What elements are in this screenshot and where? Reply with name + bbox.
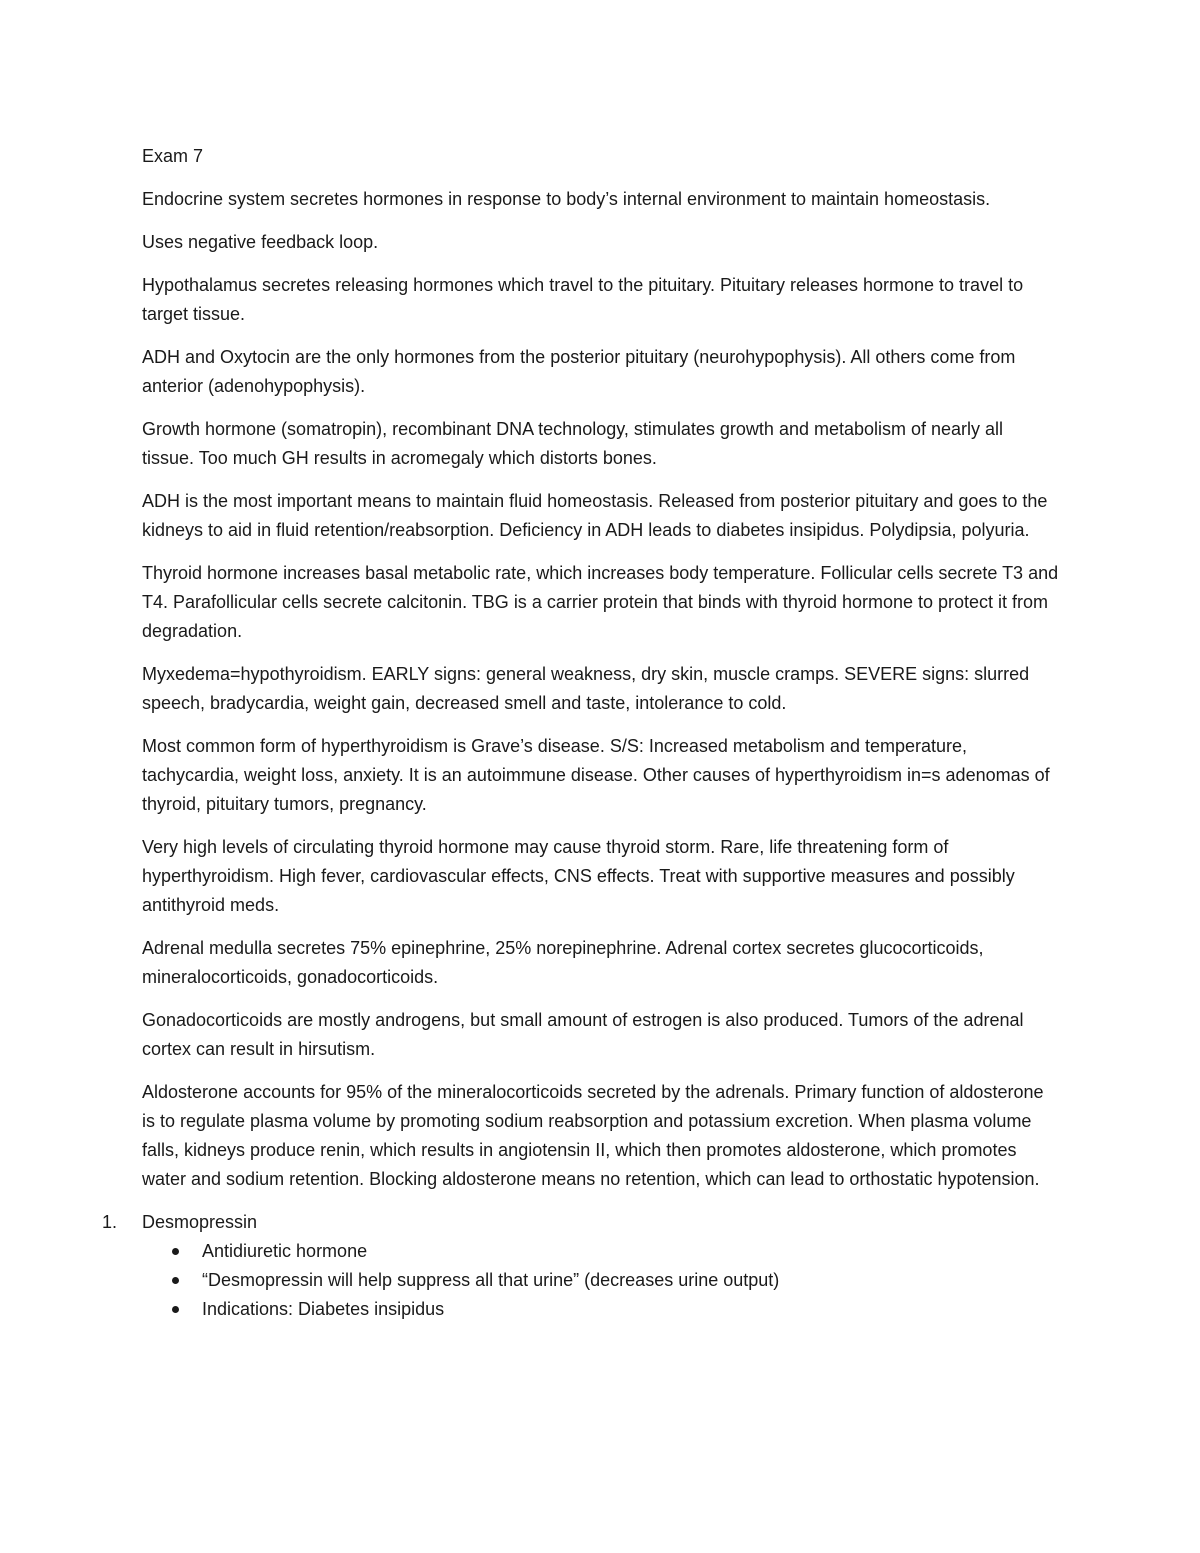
numbered-item-label: Desmopressin [142, 1212, 258, 1232]
paragraph: Adrenal medulla secretes 75% epinephrine, 25% norepinephrine. Adrenal cortex secretes glucocorticoids, mineralocorticoids, gonadocorticoids. [142, 938, 984, 987]
paragraph: Endocrine system secretes hormones in response to body’s internal environment to maintain homeostasis. [142, 189, 991, 209]
paragraph: Uses negative feedback loop. [142, 232, 379, 252]
bullet-icon [172, 1277, 179, 1284]
bullet-item [202, 1295, 1060, 1324]
bullet-icon [172, 1306, 179, 1313]
bullet-text: Antidiuretic hormone [202, 1241, 368, 1261]
paragraph: ADH and Oxytocin are the only hormones from the posterior pituitary (neurohypophysis). All others come from anterior (adenohypophysis). [142, 347, 1016, 396]
bullet-item [202, 1237, 1060, 1266]
document-title: Exam 7 [142, 146, 204, 166]
numbered-list-item [102, 1208, 1060, 1324]
paragraph: Thyroid hormone increases basal metabolic rate, which increases body temperature. Follicular cells secrete T3 and T4. Parafollicular cells secrete calcitonin. TBG is a carrier protein that binds with thyroid hormone to protect it from degradation. [142, 563, 1059, 641]
paragraph: ADH is the most important means to maintain fluid homeostasis. Released from posterior pituitary and goes to the kidneys to aid in fluid retention/reabsorption. Deficiency in ADH leads to diabetes insipidus. Polydipsia, polyuria. [142, 491, 1048, 540]
bullet-text: “Desmopressin will help suppress all that urine” (decreases urine output) [202, 1270, 780, 1290]
list-number: 1. [102, 1212, 118, 1232]
paragraph: Gonadocorticoids are mostly androgens, but small amount of estrogen is also produced. Tumors of the adrenal cortex can result in hirsutism. [142, 1010, 1024, 1059]
paragraph: Myxedema=hypothyroidism. EARLY signs: general weakness, dry skin, muscle cramps. SEVERE signs: slurred speech, bradycardia, weight gain, decreased smell and taste, intolerance to cold. [142, 664, 1030, 713]
bullet-text: Indications: Diabetes insipidus [202, 1299, 445, 1319]
document-body [102, 142, 1060, 1324]
paragraph: Aldosterone accounts for 95% of the mineralocorticoids secreted by the adrenals. Primary function of aldosterone is to regulate plasma volume by promoting sodium reabsorption and potassium excretion. When plasma volume falls, kidneys produce renin, which results in angiotensin II, which then promotes aldosterone, which promotes water and sodium retention. Blocking aldosterone means no retention, which can lead to orthostatic hypotension. [142, 1082, 1044, 1189]
paragraph: Most common form of hyperthyroidism is Grave’s disease. S/S: Increased metabolism and temperature, tachycardia, weight loss, anxiety. It is an autoimmune disease. Other causes of hyperthyroidism in=s adenomas of thyroid, pituitary tumors, pregnancy. [142, 736, 1050, 814]
paragraph: Growth hormone (somatropin), recombinant DNA technology, stimulates growth and metabolism of nearly all tissue. Too much GH results in acromegaly which distorts bones. [142, 419, 1004, 468]
bullet-icon [172, 1248, 179, 1255]
bullet-item [202, 1266, 1060, 1295]
bullet-list [142, 1237, 1060, 1324]
paragraph: Very high levels of circulating thyroid hormone may cause thyroid storm. Rare, life threatening form of hyperthyroidism. High fever, cardiovascular effects, CNS effects. Treat with supportive measures and possibly antithyroid meds. [142, 837, 1015, 915]
paragraph: Hypothalamus secretes releasing hormones which travel to the pituitary. Pituitary releases hormone to travel to target tissue. [142, 275, 1024, 324]
